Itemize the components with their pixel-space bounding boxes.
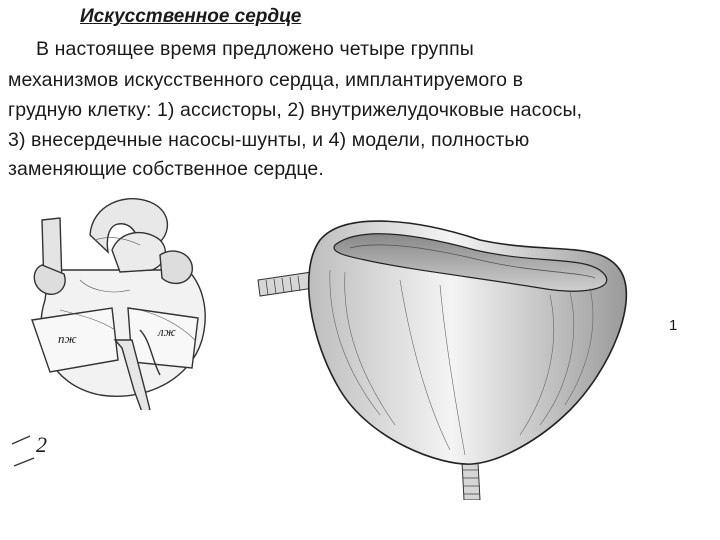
body-line-1: В настоящее время предложено четыре группы (36, 38, 474, 60)
heart-label-lzh: лж (158, 324, 176, 339)
page-title: Искусственное сердце (80, 6, 302, 27)
body-line-4: 3) внесердечные насосы-шунты, и 4) модели, полностью (8, 129, 530, 151)
body-line-2: механизмов искусственного сердца, имплантируемого в (8, 69, 524, 91)
figure-2-leader-lines (10, 428, 38, 468)
heart-label-pzh: пж (58, 331, 77, 346)
figure-2-number: 2 (36, 432, 47, 457)
body-line-5: заменяющие собственное сердце. (8, 158, 324, 180)
pump-illustration (250, 200, 650, 500)
figure-1-number: 1 (669, 317, 678, 334)
body-line-3: грудную клетку: 1) ассисторы, 2) внутрижелудочковые насосы, (8, 99, 583, 121)
heart-illustration (20, 190, 220, 410)
